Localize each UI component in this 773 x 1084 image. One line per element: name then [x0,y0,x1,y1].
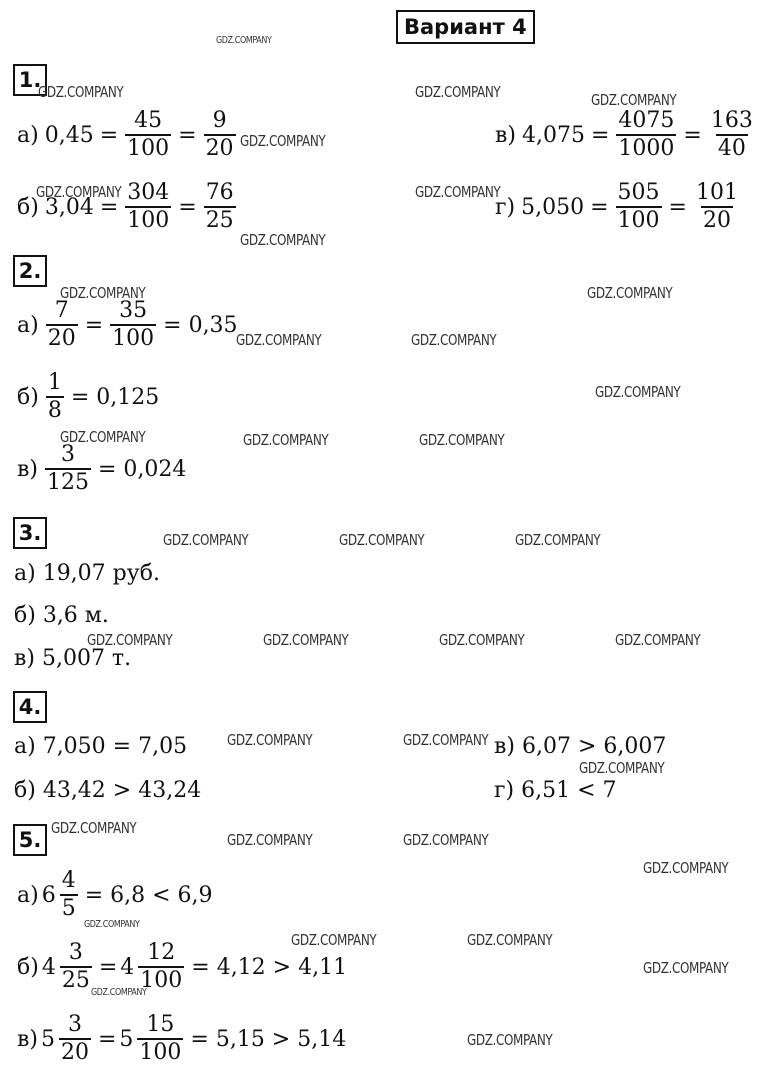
numerator: 15 [146,1012,175,1037]
numerator: 304 [127,180,170,205]
denominator: 20 [60,1040,89,1065]
watermark: GDZ.COMPANY [243,431,329,449]
task-5b-label: б) [17,954,39,980]
task-1d-label: г) [495,194,516,220]
watermark: GDZ.COMPANY [591,91,677,109]
denominator: 125 [46,470,89,495]
task-2c [14,442,189,496]
numerator: 9 [212,108,227,133]
fraction [45,442,91,496]
task-1b-value: 3,04 [44,194,94,220]
task-4c: в) 6,07 > 6,007 [494,734,667,759]
watermark: GDZ.COMPANY [240,231,326,249]
fraction [125,180,171,234]
watermark: GDZ.COMPANY [403,831,489,849]
numerator: 163 [710,108,753,133]
watermark: GDZ.COMPANY [84,919,140,930]
watermark: GDZ.COMPANY [240,132,326,150]
fraction [709,108,755,162]
equals-sign: = [668,194,687,220]
numerator: 3 [68,940,83,965]
task-5c [14,1012,349,1066]
fraction [60,940,92,994]
task-4a: а) 7,050 = 7,05 [14,734,188,759]
equals-sign: = [178,122,197,148]
task-3a: а) 19,07 руб. [14,561,160,586]
watermark: GDZ.COMPANY [91,987,147,998]
denominator: 100 [617,208,660,233]
watermark: GDZ.COMPANY [60,284,146,302]
numerator: 4 [61,868,76,893]
equals-sign: = [178,194,197,220]
task-1a-value: 0,45 [44,122,94,148]
task-1c-value: 4,075 [521,122,585,148]
task-5-number: 5. [13,824,47,856]
watermark: GDZ.COMPANY [467,931,553,949]
watermark: GDZ.COMPANY [51,819,137,837]
whole-part: 5 [119,1026,134,1052]
fraction [60,868,78,922]
whole-part: 6 [41,882,56,908]
denominator: 40 [717,136,746,161]
denominator: 100 [112,326,155,351]
watermark: GDZ.COMPANY [403,731,489,749]
task-4d: г) 6,51 < 7 [494,778,617,803]
denominator: 100 [127,208,170,233]
denominator: 20 [205,136,234,161]
task-1d-value: 5,050 [521,194,585,220]
task-2-number: 2. [13,255,47,287]
denominator: 100 [127,136,170,161]
task-5b-result: = 4,12 > 4,11 [191,954,348,980]
fraction [110,298,156,352]
watermark: GDZ.COMPANY [216,35,272,46]
watermark: GDZ.COMPANY [227,831,313,849]
task-5c-label: в) [17,1026,38,1052]
task-5a-label: а) [17,882,39,908]
denominator: 25 [61,968,90,993]
fraction [46,370,64,424]
watermark: GDZ.COMPANY [411,331,497,349]
whole-part: 4 [120,954,135,980]
task-5c-result: = 5,15 > 5,14 [190,1026,347,1052]
watermark: GDZ.COMPANY [263,631,349,649]
task-1c-label: в) [495,122,516,148]
task-2b-label: б) [17,384,39,410]
whole-part: 5 [40,1026,55,1052]
task-2a-label: а) [17,312,39,338]
watermark: GDZ.COMPANY [587,284,673,302]
watermark: GDZ.COMPANY [163,531,249,549]
task-1a [14,108,240,162]
task-3c: в) 5,007 т. [14,646,132,671]
equals-sign: = [98,954,118,980]
watermark: GDZ.COMPANY [236,331,322,349]
whole-part: 4 [41,954,56,980]
equals-sign: = [683,122,702,148]
fraction [204,180,236,234]
task-2c-label: в) [17,456,38,482]
fraction [46,298,78,352]
task-2a [14,298,241,352]
denominator: 5 [61,896,76,921]
denominator: 100 [139,1040,182,1065]
denominator: 25 [205,208,234,233]
task-1a-label: а) [17,122,39,148]
fraction [125,108,171,162]
task-2a-result: = 0,35 [163,312,238,338]
equals-sign: = [97,1026,117,1052]
task-3-number: 3. [13,517,47,549]
numerator: 505 [617,180,660,205]
watermark: GDZ.COMPANY [339,531,425,549]
watermark: GDZ.COMPANY [515,531,601,549]
equals-sign: = [84,312,104,338]
denominator: 20 [47,326,76,351]
numerator: 3 [67,1012,82,1037]
watermark: GDZ.COMPANY [291,931,377,949]
denominator: 20 [702,208,731,233]
numerator: 3 [60,442,75,467]
equals-sign: = [99,122,119,148]
watermark: GDZ.COMPANY [415,83,501,101]
equals-sign: = [99,194,119,220]
watermark: GDZ.COMPANY [415,183,501,201]
watermark: GDZ.COMPANY [87,631,173,649]
denominator: 1000 [618,136,675,161]
task-2c-result: = 0,024 [97,456,187,482]
numerator: 4075 [618,108,675,133]
watermark: GDZ.COMPANY [643,959,729,977]
fraction [616,108,676,162]
numerator: 35 [119,298,148,323]
equals-sign: = [590,122,610,148]
task-2b-result: = 0,125 [70,384,160,410]
watermark: GDZ.COMPANY [36,183,122,201]
watermark: GDZ.COMPANY [643,859,729,877]
watermark: GDZ.COMPANY [467,1031,553,1049]
fraction [137,1012,183,1066]
task-4b: б) 43,42 > 43,24 [14,778,202,803]
task-5a [14,868,216,922]
task-2b [14,370,162,424]
numerator: 1 [47,370,62,395]
watermark: GDZ.COMPANY [60,428,146,446]
task-4-number: 4. [13,691,47,723]
task-1c [492,108,759,162]
watermark: GDZ.COMPANY [38,83,124,101]
equals-sign: = [590,194,609,220]
fraction [59,1012,91,1066]
numerator: 45 [134,108,163,133]
watermark: GDZ.COMPANY [615,631,701,649]
denominator: 8 [47,398,62,423]
denominator: 100 [140,968,183,993]
watermark: GDZ.COMPANY [439,631,525,649]
watermark: GDZ.COMPANY [419,431,505,449]
watermark: GDZ.COMPANY [227,731,313,749]
numerator: 7 [54,298,69,323]
numerator: 76 [205,180,234,205]
fraction [204,108,236,162]
task-1-number: 1. [13,64,47,96]
watermark: GDZ.COMPANY [579,759,665,777]
fraction [616,180,662,234]
fraction [138,940,184,994]
task-1d [492,180,744,234]
task-3b: б) 3,6 м. [14,603,109,628]
task-5a-result: = 6,8 < 6,9 [84,882,213,908]
task-1b-label: б) [17,194,39,220]
variant-title: Вариант 4 [396,10,535,44]
fraction [694,180,740,234]
numerator: 101 [695,180,738,205]
numerator: 12 [147,940,176,965]
watermark: GDZ.COMPANY [595,383,681,401]
